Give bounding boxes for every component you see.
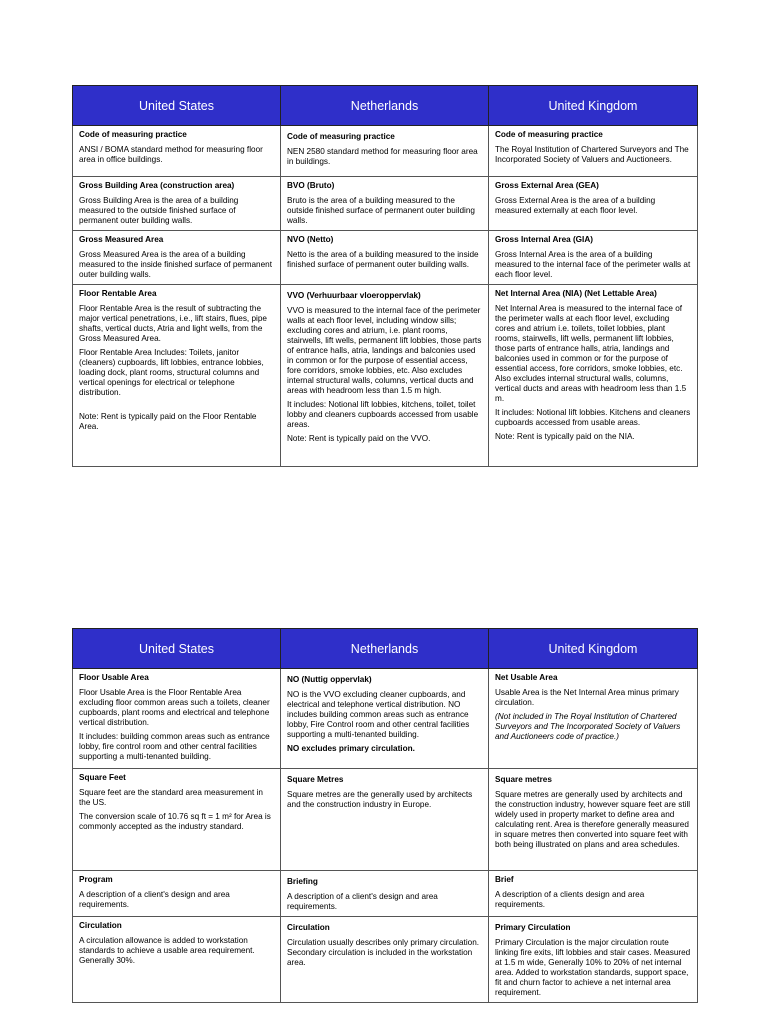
cell-heading: Circulation — [79, 921, 122, 930]
cell-heading: Circulation — [287, 923, 330, 932]
cell-text: NO is the VVO excluding cleaner cupboards, and electrical and telephone vertical distribution. NO includes building common areas such as entrance lobby, Fire Control room and other central facilities supporting a multi-tenanted building. — [287, 690, 470, 739]
cell-text: Floor Usable Area is the Floor Rentable Area excluding floor common areas such a toilets, cleaner cupboards, plant rooms and electrical and telephone vertical distribution. — [79, 688, 270, 727]
cell-heading: NVO (Netto) — [287, 235, 334, 244]
table-cell — [489, 177, 698, 231]
cell-heading: Floor Rentable Area — [79, 289, 157, 298]
comparison-table-2 — [72, 628, 698, 1003]
cell-heading: VVO (Verhuurbaar vloeroppervlak) — [287, 291, 421, 300]
cell-heading: Code of measuring practice — [287, 132, 395, 141]
cell-text: NEN 2580 standard method for measuring floor area in buildings. — [287, 147, 478, 166]
table-cell — [281, 231, 489, 285]
cell-text: A description of a client's design and area requirements. — [79, 890, 230, 909]
table-cell — [73, 285, 281, 467]
table-cell — [489, 231, 698, 285]
table-cell — [489, 126, 698, 177]
table-cell — [73, 177, 281, 231]
column-header-us: United States — [73, 629, 281, 669]
table-row — [73, 285, 698, 467]
cell-heading: Brief — [495, 875, 514, 884]
cell-note: Note: Rent is typically paid on the VVO. — [287, 434, 431, 443]
table-cell — [489, 917, 698, 1003]
cell-text: A description of a client's design and area requirements. — [287, 892, 438, 911]
cell-text: Net Internal Area is measured to the internal face of the perimeter walls at each floor level, excluding cores and atrium i.e. toilets, toilet lobbies, plant rooms, stairwells, lift wells, permanent lift lobbies, those parts of entrance halls, atria, landings and balconies used in common or for the purpose of essential access, fore corridors, smoke lobbies, etc. Also excludes internal structural walls, columns, vertical ducts and areas with headroom less than 1.5 m. — [495, 304, 687, 403]
cell-text: Floor Rentable Area is the result of subtracting the major vertical penetrations, i.e., lift stairs, flues, pipe shafts, vertical ducts, Atria and light wells, from the Gross Measured Area. — [79, 304, 267, 343]
cell-text: Usable Area is the Net Internal Area minus primary circulation. — [495, 688, 679, 707]
cell-text: Gross Measured Area is the area of a building measured to the inside finished surface of permanent outer building walls. — [79, 250, 272, 279]
table-row — [73, 769, 698, 871]
cell-text: It includes: building common areas such as entrance lobby, fire control room and other central facilities supporting a multi-tenanted building. — [79, 732, 270, 761]
cell-heading: Square metres — [495, 775, 552, 784]
cell-heading: BVO (Bruto) — [287, 181, 335, 190]
cell-heading: Code of measuring practice — [79, 130, 187, 139]
column-header-nl: Netherlands — [281, 86, 489, 126]
cell-text: The Royal Institution of Chartered Surveyors and The Incorporated Society of Valuers and Auctioneers. — [495, 145, 689, 164]
table-cell — [281, 917, 489, 1003]
table-cell — [281, 177, 489, 231]
cell-text: Gross Internal Area is the area of a building measured to the internal face of the perimeter walls at each floor level. — [495, 250, 691, 279]
cell-heading: Gross Internal Area (GIA) — [495, 235, 593, 244]
cell-heading: Program — [79, 875, 113, 884]
table-cell — [281, 871, 489, 917]
cell-heading: Code of measuring practice — [495, 130, 603, 139]
cell-note: Note: Rent is typically paid on the Floor Rentable Area. — [79, 412, 257, 431]
table-cell — [489, 871, 698, 917]
table-cell — [281, 669, 489, 769]
cell-heading: NO (Nuttig oppervlak) — [287, 675, 372, 684]
cell-heading: Floor Usable Area — [79, 673, 149, 682]
table-row — [73, 231, 698, 285]
table-header-row — [73, 86, 698, 126]
cell-text: A description of a clients design and area requirements. — [495, 890, 645, 909]
column-header-us: United States — [73, 86, 281, 126]
cell-text: ANSI / BOMA standard method for measuring floor area in office buildings. — [79, 145, 263, 164]
table-row — [73, 126, 698, 177]
cell-text: Square metres are the generally used by architects and the construction industry in Europe. — [287, 790, 473, 809]
cell-text: Gross External Area is the area of a building measured externally at each floor level. — [495, 196, 656, 215]
cell-text: NO excludes primary circulation. — [287, 744, 415, 753]
table-cell — [73, 769, 281, 871]
column-header-uk: United Kingdom — [489, 86, 698, 126]
cell-text: It includes: Notional lift lobbies, kitchens, toilet, toilet lobby and cleaners cupboards accessed from usable areas. — [287, 400, 479, 429]
table-cell — [73, 126, 281, 177]
table-cell — [281, 285, 489, 467]
column-header-uk: United Kingdom — [489, 629, 698, 669]
cell-text: Netto is the area of a building measured to the inside finished surface of permanent outer building walls. — [287, 250, 479, 269]
table-cell — [489, 285, 698, 467]
table-cell — [73, 231, 281, 285]
cell-text: A circulation allowance is added to workstation standards to achieve a usable area requirement. Generally 30%. — [79, 936, 255, 965]
cell-text: It includes: Notional lift lobbies. Kitchens and cleaners cupboards accessed from usable areas. — [495, 408, 691, 427]
cell-heading: Gross Measured Area — [79, 235, 164, 244]
cell-heading: Gross Building Area (construction area) — [79, 181, 235, 190]
table-cell — [281, 126, 489, 177]
table-cell — [281, 769, 489, 871]
table-cell — [73, 871, 281, 917]
cell-text: Bruto is the area of a building measured to the outside finished surface of permanent outer building walls. — [287, 196, 475, 225]
table-row — [73, 871, 698, 917]
cell-heading: Primary Circulation — [495, 923, 571, 932]
table-header-row — [73, 629, 698, 669]
table-row — [73, 177, 698, 231]
cell-text: Floor Rentable Area Includes: Toilets, janitor (cleaners) cupboards, lift lobbies, entrance lobbies, loading dock, plant rooms, structural columns and vertical openings for electrical or telephone distribution. — [79, 348, 264, 397]
cell-text: Circulation usually describes only primary circulation. Secondary circulation is included in the workstation area. — [287, 938, 480, 967]
cell-text: Square metres are generally used by architects and the construction industry, however square feet are still widely used in property market to define area and calculating rent. Area is therefore generally measured in square metres then converted into square feet with both being illustrated on plans and area schedules. — [495, 790, 691, 849]
table-row — [73, 669, 698, 769]
table-cell — [489, 769, 698, 871]
cell-text: Primary Circulation is the major circulation route linking fire exits, lift lobbies and stair cases. Measured at 1.5 m wide, Generally 10% to 20% of net internal area. Added to workstation standards, support space, fit and churn factor to achieve a net internal area requirement. — [495, 938, 691, 997]
cell-note: Note: Rent is typically paid on the NIA. — [495, 432, 635, 441]
cell-text: (Not included in The Royal Institution of Chartered Surveyors and The Incorporated Society of Valuers and Auctioneers code of practice.) — [495, 712, 681, 741]
cell-heading: Square Metres — [287, 775, 344, 784]
cell-heading: Net Usable Area — [495, 673, 558, 682]
cell-text: Gross Building Area is the area of a building measured to the outside finished surface of permanent outer building walls. — [79, 196, 239, 225]
cell-heading: Gross External Area (GEA) — [495, 181, 599, 190]
cell-text: The conversion scale of 10.76 sq ft = 1 m² for Area is commonly accepted as the industry standard. — [79, 812, 271, 831]
cell-heading: Net Internal Area (NIA) (Net Lettable Area) — [495, 289, 657, 298]
column-header-nl: Netherlands — [281, 629, 489, 669]
table-cell — [73, 917, 281, 1003]
table-row — [73, 917, 698, 1003]
cell-text: Square feet are the standard area measurement in the US. — [79, 788, 263, 807]
comparison-table-1 — [72, 85, 698, 467]
cell-heading: Briefing — [287, 877, 318, 886]
table-cell — [489, 669, 698, 769]
cell-heading: Square Feet — [79, 773, 126, 782]
table-cell — [73, 669, 281, 769]
cell-text: VVO is measured to the internal face of the perimeter walls at each floor level, including window sills; excluding cores and atrium, i.e. plant rooms, stairwells, lift wells, permanent lift lobbies, those parts of entrance halls, atria, landings and balconies used in common or for the purpose of essential access, fore corridors, smoke lobbies, etc. Also excludes internal structural walls, columns, vertical ducts and areas with headroom less than 1.5 m high. — [287, 306, 482, 395]
